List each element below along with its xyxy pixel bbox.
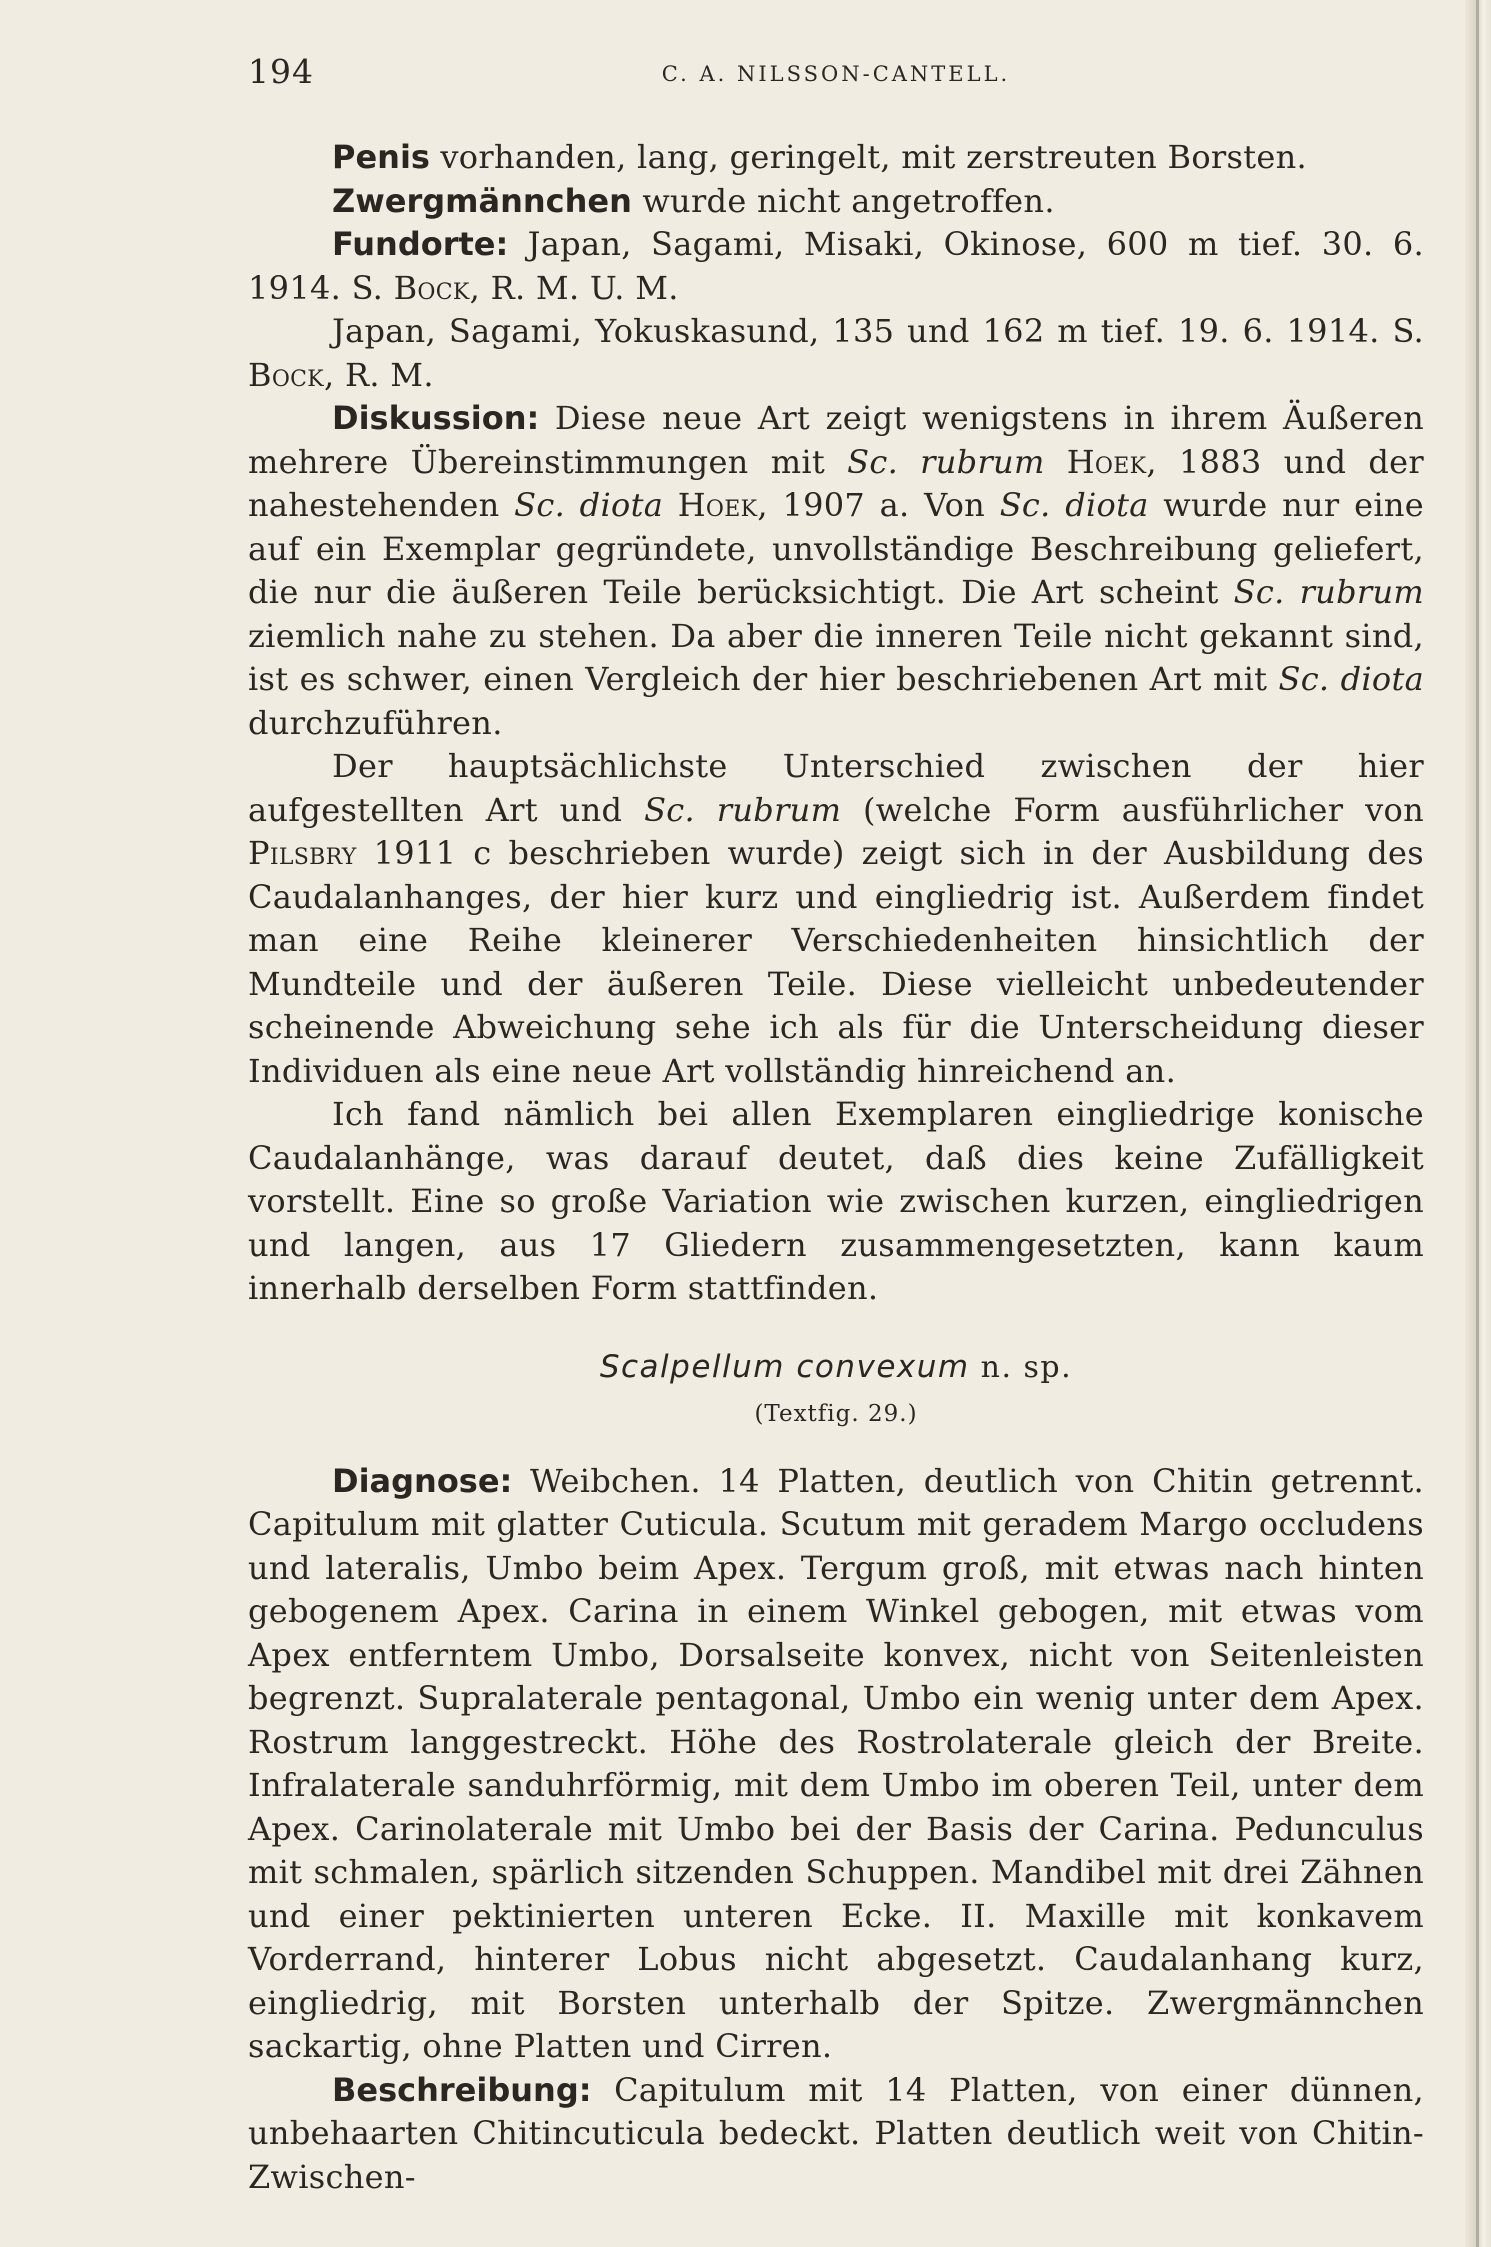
- diskussion-text-2: , 1883 und der nahestehenden: [248, 442, 1425, 524]
- species-ref-rubrum: Sc. rubrum: [1233, 573, 1425, 611]
- diskussion-text-3: , 1907 a. Von: [757, 486, 1000, 524]
- diagnose-text: Weibchen. 14 Platten, deutlich von Chitin getrennt. Capitulum mit glatter Cuticula. Scutum mit geradem Margo occludens und lateralis, Umbo beim Apex. Tergum groß, mit etwas nach hinten gebogenem Apex. Carina in einem Winkel gebogen, mit etwas vom Apex entferntem Umbo, Dorsalseite konvex, nicht von Seitenleisten begrenzt. Supralaterale pentagonal, Umbo ein wenig unter dem Apex. Rostrum langgestreckt. Höhe des Rostrolaterale gleich der Breite. Infralaterale sanduhrförmig, mit dem Umbo im oberen Teil, unter dem Apex. Carinolaterale mit Umbo bei der Basis der Carina. Pedunculus mit schmalen, spärlich sitzenden Schuppen. Mandibel mit drei Zähnen und einer pektinierten unteren Ecke. II. Maxille mit konkavem Vorderrand, hinterer Lobus nicht abgesetzt. Caudalanhang kurz, eingliedrig, mit Borsten unterhalb der Spitze. Zwergmännchen sackartig, ohne Platten und Cirren.: [248, 1461, 1424, 2065]
- figure-reference: (Textfig. 29.): [754, 1400, 918, 1427]
- beschreibung-paragraph: [248, 2069, 1424, 2200]
- diagnose-paragraph: [248, 1460, 1424, 2069]
- page-header: [248, 52, 1424, 112]
- zwerg-heading: Zwergmännchen: [332, 181, 632, 220]
- unterschied-paragraph: [248, 745, 1424, 1093]
- penis-heading: Penis: [332, 138, 430, 176]
- beschreibung-text: Capitulum mit 14 Platten, von einer dünnen, unbehaarten Chitincuticula bedeckt. Platten deutlich weit von Chitin-Zwischen-: [248, 2070, 1424, 2196]
- species-ref-diota: Sc. diota: [514, 486, 664, 524]
- diskussion-text-4: wurde nur eine auf ein Exemplar gegründete, unvollständige Beschreibung geliefert, die nur die äußeren Teile berücksichtigt. Die Art scheint: [248, 486, 1425, 611]
- beschreibung-heading: Beschreibung:: [332, 2070, 592, 2109]
- species-title-block: [248, 1345, 1424, 1434]
- page: [248, 52, 1424, 2199]
- fundorte-paragraph: [248, 223, 1424, 310]
- caudal-paragraph: Ich fand nämlich bei allen Exemplaren eingliedrige konische Caudalanhänge, was darauf deutet, daß dies keine Zufälligkeit vorstellt. Eine so große Variation wie zwischen kurzen, eingliedrigen und langen, aus 17 Gliedern zusammengesetzten, kann kaum innerhalb derselben Form stattfinden.: [248, 1095, 1424, 1307]
- species-suffix: n. sp.: [969, 1349, 1073, 1385]
- para2-text-3: 1911 c beschrieben wurde) zeigt sich in der Ausbildung des Caudalanhanges, der hier kurz und eingliedrig ist. Außerdem findet man eine Reihe kleinerer Verschiedenheiten hinsichtlich der Mundteile und der äußeren Teile. Diese vielleicht unbedeutender scheinende Abweichung sehe ich als für die Unterscheidung dieser Individuen als eine neue Art vollständig hinreichend an.: [248, 834, 1424, 1090]
- species-ref-rubrum: Sc. rubrum: [847, 442, 1045, 481]
- fundorte-author: Bock: [393, 268, 470, 307]
- species-name: Scalpellum convexum: [599, 1348, 970, 1385]
- running-title: C. A. NILSSON-CANTELL.: [661, 62, 1011, 86]
- fundorte2-paragraph: [248, 310, 1424, 397]
- diagnose-heading: Diagnose:: [332, 1461, 513, 1500]
- penis-paragraph: [248, 136, 1424, 180]
- species-title: [248, 1345, 1424, 1390]
- page-number: 194: [248, 52, 314, 91]
- species-ref-rubrum: Sc. rubrum: [644, 790, 842, 829]
- diskussion-text-5: ziemlich nahe zu stehen. Da aber die inneren Teile nicht gekannt sind, ist es schwer, einen Vergleich der hier beschriebenen Art mit: [248, 616, 1424, 698]
- zwerg-text: wurde nicht angetroffen.: [631, 181, 1055, 220]
- fundorte2-tail: , R. M.: [324, 355, 434, 394]
- diskussion-heading: Diskussion:: [332, 399, 540, 437]
- diskussion-text-6: durchzuführen.: [248, 703, 503, 742]
- diskussion-text-1: Diese neue Art zeigt wenigstens in ihrem Äußeren mehrere Übereinstimmungen mit: [248, 399, 1424, 481]
- fundorte2-text: Japan, Sagami, Yokuskasund, 135 und 162 m tief. 19. 6. 1914. S.: [332, 312, 1424, 350]
- para2-text-2: (welche Form ausführlicher von: [841, 790, 1424, 829]
- zwerg-paragraph: [248, 180, 1424, 224]
- fundorte-text: Japan, Sagami, Misaki, Okinose, 600 m tief. 30. 6. 1914. S.: [248, 225, 1424, 307]
- author-hoek: Hoek: [663, 486, 758, 524]
- penis-text: vorhanden, lang, geringelt, mit zerstreuten Borsten.: [429, 138, 1307, 176]
- page-edge-line: [1476, 0, 1479, 2247]
- para2-text-1: Der hauptsächlichste Unterschied zwischen der hier aufgestellten Art und: [248, 747, 1424, 829]
- diskussion-paragraph: [248, 397, 1424, 745]
- species-ref-diota: Sc. diota: [1278, 660, 1424, 698]
- author-hoek: Hoek: [1044, 442, 1147, 481]
- fundorte-tail: , R. M. U. M.: [469, 268, 679, 307]
- species-ref-diota: Sc. diota: [999, 486, 1149, 524]
- fundorte-heading: Fundorte:: [332, 225, 509, 263]
- author-pilsbry: Pilsbry: [248, 834, 357, 872]
- fundorte2-author: Bock: [248, 355, 325, 394]
